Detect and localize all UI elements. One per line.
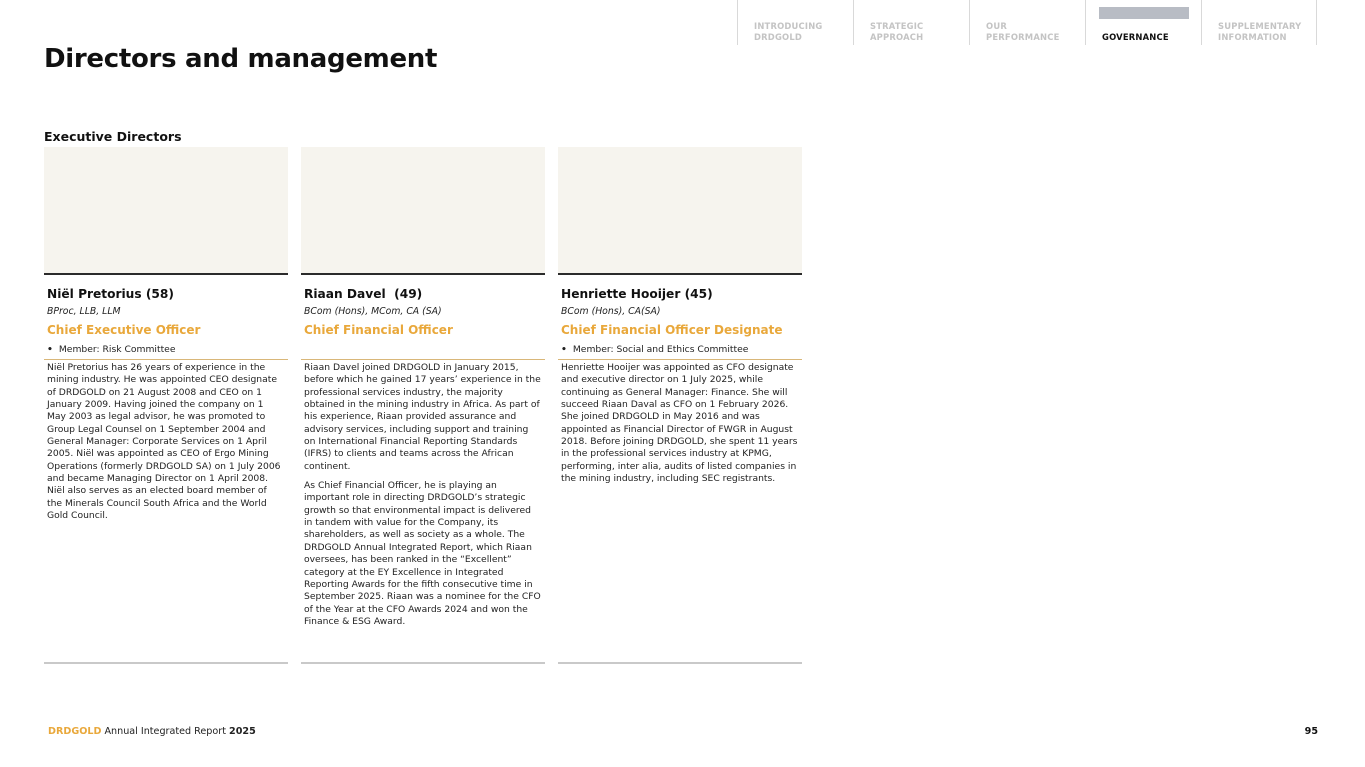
director-name: Niël Pretorius (58) xyxy=(47,287,174,301)
director-name: Henriette Hooijer (45) xyxy=(561,287,713,301)
page-title: Directors and management xyxy=(44,44,438,74)
footer-report-name: Annual Integrated Report xyxy=(104,726,226,737)
tab-strategic-approach[interactable] xyxy=(853,0,969,45)
card-bottom-rule xyxy=(301,662,545,664)
director-role: Chief Financial Officer Designate xyxy=(561,323,783,337)
director-qualifications: BProc, LLB, LLM xyxy=(47,306,121,317)
tab-label-line1: OUR xyxy=(986,21,1007,31)
director-card-davel xyxy=(301,147,545,664)
footer-brand: DRDGOLD xyxy=(48,726,102,737)
bio-paragraph: As Chief Financial Officer, he is playing an important role in directing DRDGOLD’s strategic growth so that environmental impact is delivered in tandem with value for the Company, its shareholders, as well as society as a whole. The DRDGOLD Annual Integrated Report, which Riaan oversees, has been ranked in the “Excellent” category at the EY Excellence in Integrated Reporting Awards for the fifth consecutive time in September 2025. Riaan was a nominee for the CFO of the Year at the CFO Awards 2024 and won the Finance & ESG Award. xyxy=(304,480,541,627)
footer-report-title xyxy=(48,726,256,737)
tab-our-performance[interactable] xyxy=(969,0,1085,45)
tab-label-line2: PERFORMANCE xyxy=(986,31,1060,42)
tab-label-line1: STRATEGIC xyxy=(870,21,924,31)
director-photo-placeholder xyxy=(44,147,288,275)
director-qualifications: BCom (Hons), CA(SA) xyxy=(561,306,661,317)
director-bio xyxy=(47,362,288,522)
card-bottom-rule xyxy=(558,662,802,664)
bio-paragraph: Henriette Hooijer was appointed as CFO designate and executive director on 1 July 2025, while continuing as General Manager: Finance. She will succeed Riaan Daval as CFO on 1 February 2026. She joined DRDGOLD in May 2016 and was appointed as Financial Director of FWGR in August 2018. Before joining DRDGOLD, she spent 11 years in the professional services industry at KPMG, performing, inter alia, audits of listed companies in the mining industry, including SEC registrants. xyxy=(561,362,798,485)
active-tab-indicator xyxy=(1099,7,1189,19)
director-role: Chief Financial Officer xyxy=(304,323,453,337)
tab-supplementary-information[interactable] xyxy=(1201,0,1317,45)
director-role: Chief Executive Officer xyxy=(47,323,201,337)
director-photo-placeholder xyxy=(558,147,802,275)
tab-introducing-drdgold[interactable] xyxy=(737,0,853,45)
director-bio xyxy=(304,362,545,628)
tab-label-line2: DRDGOLD xyxy=(754,31,803,42)
section-title: Executive Directors xyxy=(44,129,182,144)
committee-item: • Member: Risk Committee xyxy=(47,344,288,356)
director-bio xyxy=(561,362,802,485)
committee-list xyxy=(44,344,288,360)
tab-label-line1: INTRODUCING xyxy=(754,21,823,31)
bio-paragraph: Riaan Davel joined DRDGOLD in January 2015, before which he gained 17 years’ experience in the professional services industry, the majority obtained in the mining industry in Africa. As part of his experience, Riaan provided assurance and advisory services, including support and training on International Financial Reporting Standards (IFRS) to clients and teams across the African continent. xyxy=(304,362,541,472)
director-card-pretorius xyxy=(44,147,288,664)
section-nav xyxy=(737,0,1317,45)
committee-list xyxy=(301,344,545,360)
tab-label-line1: GOVERNANCE xyxy=(1102,32,1169,42)
card-bottom-rule xyxy=(44,662,288,664)
tab-label-line2: APPROACH xyxy=(870,31,924,42)
director-qualifications: BCom (Hons), MCom, CA (SA) xyxy=(304,306,442,317)
director-name: Riaan Davel (49) xyxy=(304,287,423,301)
committee-item: • Member: Social and Ethics Committee xyxy=(561,344,802,356)
tab-governance[interactable] xyxy=(1085,0,1201,45)
page-number: 95 xyxy=(1304,726,1318,737)
committee-list xyxy=(558,344,802,360)
footer-year: 2025 xyxy=(229,726,256,737)
tab-label-line1: SUPPLEMENTARY xyxy=(1218,21,1302,31)
tab-label-line2: INFORMATION xyxy=(1218,31,1287,42)
director-card-hooijer xyxy=(558,147,802,664)
director-photo-placeholder xyxy=(301,147,545,275)
bio-paragraph: Niël Pretorius has 26 years of experience in the mining industry. He was appointed CEO designate of DRDGOLD on 21 August 2008 and CEO on 1 January 2009. Having joined the company on 1 May 2003 as legal advisor, he was promoted to Group Legal Counsel on 1 September 2004 and General Manager: Corporate Services on 1 April 2005. Niël was appointed as CEO of Ergo Mining Operations (formerly DRDGOLD SA) on 1 July 2006 and became Managing Director on 1 April 2008. Niël also serves as an elected board member of the Minerals Council South Africa and the World Gold Council. xyxy=(47,362,281,522)
